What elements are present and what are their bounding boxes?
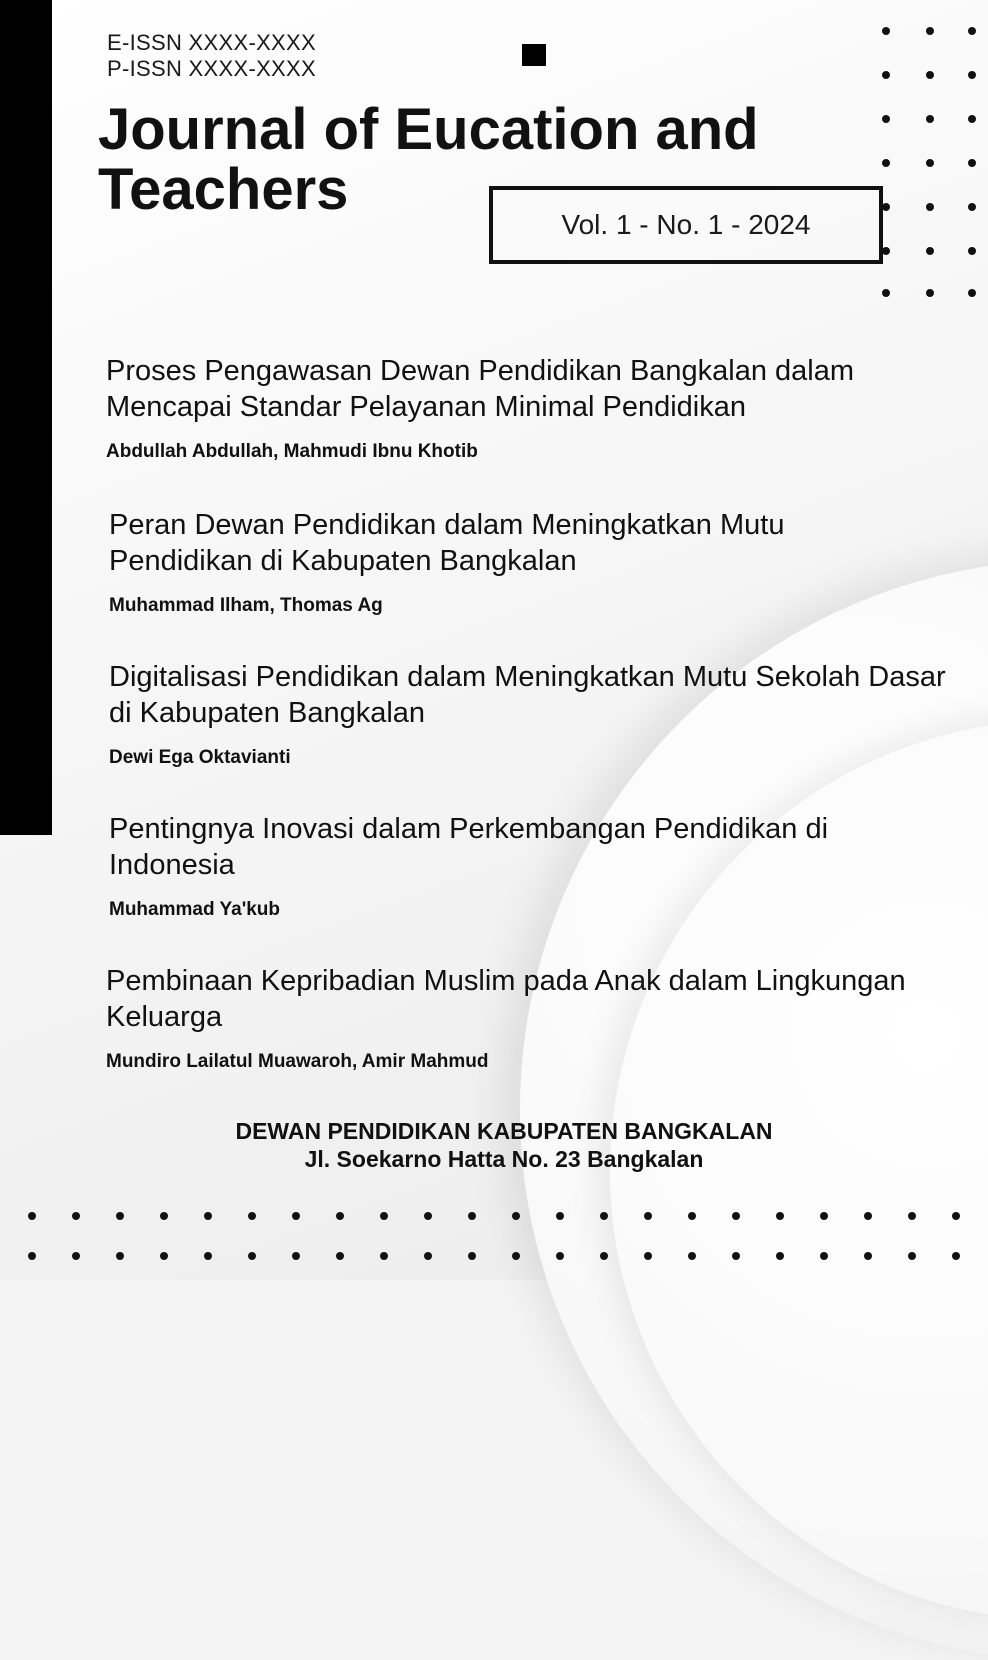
dot — [600, 1252, 608, 1260]
dot — [116, 1212, 124, 1220]
dot — [248, 1212, 256, 1220]
dot — [952, 1252, 960, 1260]
dot — [556, 1212, 564, 1220]
dot — [72, 1252, 80, 1260]
dot — [204, 1212, 212, 1220]
dot — [336, 1212, 344, 1220]
dot — [292, 1212, 300, 1220]
article-authors: Abdullah Abdullah, Mahmudi Ibnu Khotib — [106, 441, 478, 462]
issn-block — [107, 30, 316, 82]
article-authors: Muhammad Ya'kub — [109, 899, 280, 920]
article-title: Peran Dewan Pendidikan dalam Meningkatkan Mutu Pendidikan di Kabupaten Bangkalan — [109, 509, 785, 577]
article-item — [106, 353, 926, 463]
dot — [926, 289, 934, 297]
dot — [600, 1212, 608, 1220]
dot — [968, 115, 976, 123]
dot-grid-top-right — [880, 25, 980, 305]
dot — [926, 247, 934, 255]
dot — [882, 203, 890, 211]
article-item — [109, 507, 899, 617]
dot — [926, 71, 934, 79]
dot — [926, 115, 934, 123]
dot — [644, 1212, 652, 1220]
dot — [882, 115, 890, 123]
dot — [336, 1252, 344, 1260]
article-title: Proses Pengawasan Dewan Pendidikan Bangkalan dalam Mencapai Standar Pelayanan Minimal Pendidikan — [106, 355, 855, 423]
decorative-square — [522, 44, 546, 66]
article-authors: Dewi Ega Oktavianti — [109, 747, 291, 768]
dot — [732, 1252, 740, 1260]
dot — [512, 1212, 520, 1220]
dot — [908, 1212, 916, 1220]
journal-title: Journal of Eucation and Teachers — [98, 97, 759, 222]
dot — [116, 1252, 124, 1260]
dot — [882, 289, 890, 297]
dot — [160, 1252, 168, 1260]
eissn-label: E-ISSN XXXX-XXXX — [107, 30, 316, 55]
dot — [468, 1252, 476, 1260]
article-title: Pentingnya Inovasi dalam Perkembangan Pendidikan di Indonesia — [109, 813, 829, 881]
dot — [688, 1252, 696, 1260]
dot — [952, 1212, 960, 1220]
dot — [968, 203, 976, 211]
publisher-name: DEWAN PENDIDIKAN KABUPATEN BANGKALAN — [235, 1118, 773, 1144]
dot — [926, 203, 934, 211]
dot — [968, 71, 976, 79]
volume-box — [489, 186, 883, 264]
dot — [28, 1212, 36, 1220]
dot — [468, 1212, 476, 1220]
dot — [248, 1252, 256, 1260]
dot — [776, 1252, 784, 1260]
dot — [72, 1212, 80, 1220]
article-item — [106, 963, 978, 1073]
dot — [820, 1252, 828, 1260]
dot — [926, 27, 934, 35]
article-title: Digitalisasi Pendidikan dalam Meningkatkan Mutu Sekolah Dasar di Kabupaten Bangkalan — [109, 661, 946, 729]
volume-label: Vol. 1 - No. 1 - 2024 — [561, 209, 811, 240]
dot — [204, 1252, 212, 1260]
article-item — [109, 659, 949, 769]
dot — [968, 159, 976, 167]
dot — [644, 1252, 652, 1260]
dot — [380, 1212, 388, 1220]
dot — [776, 1212, 784, 1220]
dot — [968, 27, 976, 35]
dot — [820, 1212, 828, 1220]
article-authors: Muhammad Ilham, Thomas Ag — [109, 595, 383, 616]
publisher-address: Jl. Soekarno Hatta No. 23 Bangkalan — [304, 1146, 704, 1172]
article-title: Pembinaan Kepribadian Muslim pada Anak dalam Lingkungan Keluarga — [106, 965, 906, 1033]
pissn-label: P-ISSN XXXX-XXXX — [107, 56, 316, 81]
article-item — [109, 811, 899, 921]
dot — [926, 159, 934, 167]
dot — [882, 27, 890, 35]
dot — [732, 1212, 740, 1220]
dot — [556, 1252, 564, 1260]
dot — [28, 1252, 36, 1260]
publisher-block — [0, 1117, 988, 1173]
dot — [688, 1212, 696, 1220]
dot — [882, 247, 890, 255]
article-authors: Mundiro Lailatul Muawaroh, Amir Mahmud — [106, 1051, 489, 1072]
dot — [864, 1252, 872, 1260]
dot — [424, 1212, 432, 1220]
left-black-bar — [0, 0, 52, 835]
dot — [882, 159, 890, 167]
dot — [380, 1252, 388, 1260]
dot — [424, 1252, 432, 1260]
dot — [512, 1252, 520, 1260]
dot — [292, 1252, 300, 1260]
dot-grid-bottom — [28, 1210, 988, 1270]
dot — [968, 289, 976, 297]
dot — [882, 71, 890, 79]
dot — [864, 1212, 872, 1220]
dot — [908, 1252, 916, 1260]
dot — [968, 247, 976, 255]
dot — [160, 1212, 168, 1220]
